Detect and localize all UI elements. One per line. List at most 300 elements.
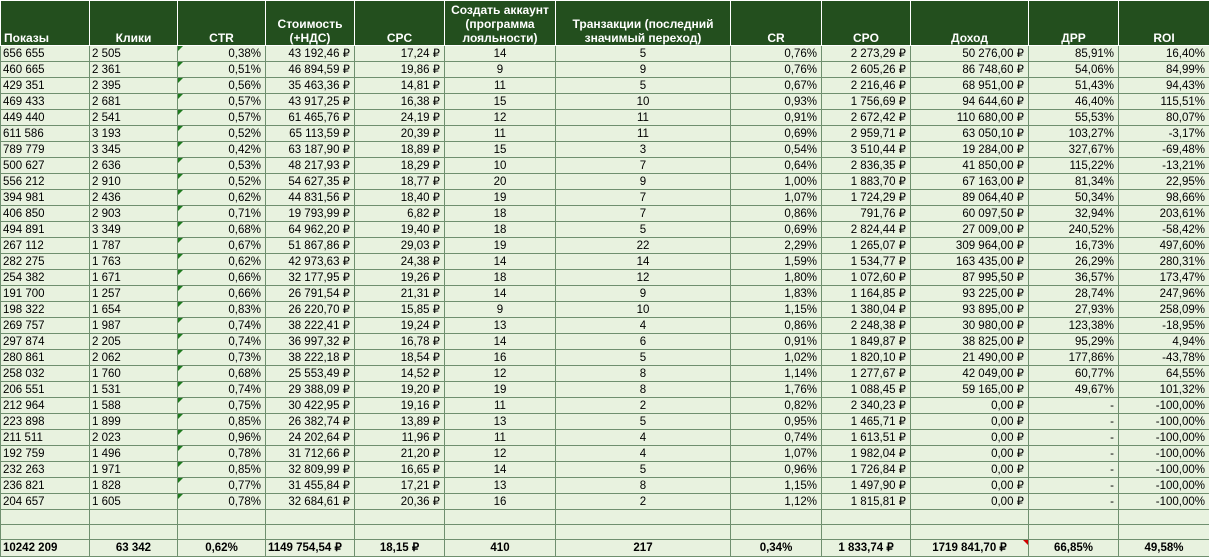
cell-cpc[interactable]: 18,29 ₽: [355, 158, 445, 174]
cell-ctr[interactable]: 0,67%: [178, 238, 266, 254]
cell-ctr[interactable]: 0,68%: [178, 366, 266, 382]
cell-cost[interactable]: 43 917,25 ₽: [266, 94, 355, 110]
cell-cpc[interactable]: 24,19 ₽: [355, 110, 445, 126]
cell-revenue[interactable]: 50 276,00 ₽: [911, 46, 1029, 62]
table-cell[interactable]: [266, 525, 355, 540]
cell-cost[interactable]: 19 793,99 ₽: [266, 206, 355, 222]
cell-roi[interactable]: 247,96%: [1119, 286, 1209, 302]
cell-cr[interactable]: 1,07%: [731, 446, 822, 462]
cell-cr[interactable]: 0,69%: [731, 222, 822, 238]
cell-create-account[interactable]: 15: [445, 94, 556, 110]
cell-cr[interactable]: 0,93%: [731, 94, 822, 110]
cell-cr[interactable]: 1,15%: [731, 302, 822, 318]
cell-cr[interactable]: 0,96%: [731, 462, 822, 478]
cell-drr[interactable]: 36,57%: [1029, 270, 1119, 286]
cell-revenue[interactable]: 93 225,00 ₽: [911, 286, 1029, 302]
cell-cpc[interactable]: 13,89 ₽: [355, 414, 445, 430]
cell-transactions[interactable]: 4: [556, 430, 731, 446]
cell-clicks[interactable]: 3 193: [90, 126, 178, 142]
cell-cr[interactable]: 1,07%: [731, 190, 822, 206]
cell-cpc[interactable]: 11,96 ₽: [355, 430, 445, 446]
cell-drr[interactable]: 28,74%: [1029, 286, 1119, 302]
cell-revenue[interactable]: 0,00 ₽: [911, 446, 1029, 462]
cell-drr[interactable]: 327,67%: [1029, 142, 1119, 158]
cell-cr[interactable]: 1,80%: [731, 270, 822, 286]
cell-create-account[interactable]: 11: [445, 398, 556, 414]
cell-drr[interactable]: -: [1029, 446, 1119, 462]
col-header-drr[interactable]: ДРР: [1029, 1, 1119, 46]
table-cell[interactable]: [556, 525, 731, 540]
cell-cpc[interactable]: 18,54 ₽: [355, 350, 445, 366]
cell-transactions[interactable]: 5: [556, 78, 731, 94]
cell-create-account[interactable]: 19: [445, 382, 556, 398]
cell-cr[interactable]: 0,91%: [731, 334, 822, 350]
total-cr[interactable]: 0,34%: [731, 540, 822, 557]
cell-drr[interactable]: 32,94%: [1029, 206, 1119, 222]
cell-create-account[interactable]: 13: [445, 318, 556, 334]
cell-revenue[interactable]: 68 951,00 ₽: [911, 78, 1029, 94]
total-drr[interactable]: 66,85%: [1029, 540, 1119, 557]
cell-cost[interactable]: 44 831,56 ₽: [266, 190, 355, 206]
cell-transactions[interactable]: 8: [556, 478, 731, 494]
cell-cost[interactable]: 46 894,59 ₽: [266, 62, 355, 78]
cell-create-account[interactable]: 14: [445, 46, 556, 62]
cell-cr[interactable]: 0,91%: [731, 110, 822, 126]
cell-impressions[interactable]: 232 263: [1, 462, 90, 478]
cell-cpc[interactable]: 17,24 ₽: [355, 46, 445, 62]
cell-cpc[interactable]: 18,40 ₽: [355, 190, 445, 206]
col-header-roi[interactable]: ROI: [1119, 1, 1209, 46]
cell-create-account[interactable]: 13: [445, 414, 556, 430]
cell-ctr[interactable]: 0,62%: [178, 190, 266, 206]
cell-clicks[interactable]: 2 361: [90, 62, 178, 78]
col-header-cpc[interactable]: CPC: [355, 1, 445, 46]
col-header-ctr[interactable]: CTR: [178, 1, 266, 46]
cell-cpc[interactable]: 18,77 ₽: [355, 174, 445, 190]
cell-clicks[interactable]: 1 531: [90, 382, 178, 398]
cell-clicks[interactable]: 1 588: [90, 398, 178, 414]
cell-revenue[interactable]: 94 644,60 ₽: [911, 94, 1029, 110]
cell-transactions[interactable]: 5: [556, 350, 731, 366]
cell-roi[interactable]: -13,21%: [1119, 158, 1209, 174]
cell-drr[interactable]: 50,34%: [1029, 190, 1119, 206]
table-cell[interactable]: [90, 510, 178, 525]
cell-cpo[interactable]: 1 849,87 ₽: [822, 334, 911, 350]
cell-cpo[interactable]: 1 726,84 ₽: [822, 462, 911, 478]
cell-roi[interactable]: -100,00%: [1119, 414, 1209, 430]
cell-cr[interactable]: 1,76%: [731, 382, 822, 398]
cell-create-account[interactable]: 11: [445, 430, 556, 446]
cell-clicks[interactable]: 1 671: [90, 270, 178, 286]
cell-cpc[interactable]: 18,89 ₽: [355, 142, 445, 158]
table-cell[interactable]: [178, 510, 266, 525]
cell-roi[interactable]: -18,95%: [1119, 318, 1209, 334]
cell-cost[interactable]: 24 202,64 ₽: [266, 430, 355, 446]
cell-cpo[interactable]: 1 534,77 ₽: [822, 254, 911, 270]
cell-cr[interactable]: 0,95%: [731, 414, 822, 430]
cell-create-account[interactable]: 18: [445, 270, 556, 286]
cell-drr[interactable]: 95,29%: [1029, 334, 1119, 350]
cell-revenue[interactable]: 60 097,50 ₽: [911, 206, 1029, 222]
cell-drr[interactable]: -: [1029, 414, 1119, 430]
cell-cost[interactable]: 30 422,95 ₽: [266, 398, 355, 414]
table-cell[interactable]: [1119, 525, 1209, 540]
cell-cost[interactable]: 48 217,93 ₽: [266, 158, 355, 174]
cell-roi[interactable]: -100,00%: [1119, 478, 1209, 494]
cell-drr[interactable]: 27,93%: [1029, 302, 1119, 318]
cell-cpo[interactable]: 1 072,60 ₽: [822, 270, 911, 286]
cell-roi[interactable]: 101,32%: [1119, 382, 1209, 398]
cell-cost[interactable]: 32 684,61 ₽: [266, 494, 355, 510]
cell-cpo[interactable]: 1 088,45 ₽: [822, 382, 911, 398]
table-cell[interactable]: [556, 510, 731, 525]
cell-cpo[interactable]: 791,76 ₽: [822, 206, 911, 222]
cell-cr[interactable]: 0,76%: [731, 46, 822, 62]
cell-revenue[interactable]: 110 680,00 ₽: [911, 110, 1029, 126]
cell-cr[interactable]: 1,02%: [731, 350, 822, 366]
cell-impressions[interactable]: 269 757: [1, 318, 90, 334]
cell-clicks[interactable]: 1 787: [90, 238, 178, 254]
cell-ctr[interactable]: 0,57%: [178, 110, 266, 126]
cell-roi[interactable]: -100,00%: [1119, 494, 1209, 510]
cell-transactions[interactable]: 22: [556, 238, 731, 254]
cell-cr[interactable]: 0,86%: [731, 318, 822, 334]
cell-cpc[interactable]: 19,24 ₽: [355, 318, 445, 334]
cell-transactions[interactable]: 8: [556, 382, 731, 398]
cell-impressions[interactable]: 223 898: [1, 414, 90, 430]
cell-impressions[interactable]: 212 964: [1, 398, 90, 414]
cell-drr[interactable]: 85,91%: [1029, 46, 1119, 62]
cell-drr[interactable]: 60,77%: [1029, 366, 1119, 382]
cell-create-account[interactable]: 13: [445, 478, 556, 494]
cell-impressions[interactable]: 204 657: [1, 494, 90, 510]
cell-cost[interactable]: 26 791,54 ₽: [266, 286, 355, 302]
cell-revenue[interactable]: 38 825,00 ₽: [911, 334, 1029, 350]
cell-transactions[interactable]: 4: [556, 318, 731, 334]
cell-cost[interactable]: 26 220,70 ₽: [266, 302, 355, 318]
cell-cpc[interactable]: 20,39 ₽: [355, 126, 445, 142]
cell-ctr[interactable]: 0,66%: [178, 270, 266, 286]
cell-cpo[interactable]: 2 216,46 ₽: [822, 78, 911, 94]
cell-create-account[interactable]: 19: [445, 190, 556, 206]
cell-clicks[interactable]: 1 763: [90, 254, 178, 270]
cell-drr[interactable]: 240,52%: [1029, 222, 1119, 238]
cell-cpo[interactable]: 1 613,51 ₽: [822, 430, 911, 446]
cell-cost[interactable]: 32 177,95 ₽: [266, 270, 355, 286]
cell-ctr[interactable]: 0,38%: [178, 46, 266, 62]
cell-roi[interactable]: 280,31%: [1119, 254, 1209, 270]
col-header-cost[interactable]: Стоимость (+НДС): [266, 1, 355, 46]
cell-cpc[interactable]: 17,21 ₽: [355, 478, 445, 494]
cell-cost[interactable]: 38 222,41 ₽: [266, 318, 355, 334]
table-cell[interactable]: [911, 525, 1029, 540]
cell-ctr[interactable]: 0,78%: [178, 494, 266, 510]
cell-ctr[interactable]: 0,74%: [178, 318, 266, 334]
cell-ctr[interactable]: 0,52%: [178, 126, 266, 142]
cell-impressions[interactable]: 211 511: [1, 430, 90, 446]
col-header-transactions[interactable]: Транзакции (последний значимый переход): [556, 1, 731, 46]
cell-ctr[interactable]: 0,85%: [178, 414, 266, 430]
cell-clicks[interactable]: 1 496: [90, 446, 178, 462]
cell-ctr[interactable]: 0,75%: [178, 398, 266, 414]
cell-impressions[interactable]: 236 821: [1, 478, 90, 494]
cell-clicks[interactable]: 2 681: [90, 94, 178, 110]
table-cell[interactable]: [1029, 525, 1119, 540]
cell-cr[interactable]: 1,00%: [731, 174, 822, 190]
table-cell[interactable]: [1, 510, 90, 525]
cell-transactions[interactable]: 8: [556, 366, 731, 382]
cell-clicks[interactable]: 1 899: [90, 414, 178, 430]
cell-revenue[interactable]: 0,00 ₽: [911, 494, 1029, 510]
table-cell[interactable]: [90, 525, 178, 540]
cell-impressions[interactable]: 611 586: [1, 126, 90, 142]
cell-revenue[interactable]: 21 490,00 ₽: [911, 350, 1029, 366]
cell-impressions[interactable]: 406 850: [1, 206, 90, 222]
cell-cost[interactable]: 25 553,49 ₽: [266, 366, 355, 382]
cell-cost[interactable]: 65 113,59 ₽: [266, 126, 355, 142]
cell-revenue[interactable]: 0,00 ₽: [911, 462, 1029, 478]
cell-cost[interactable]: 26 382,74 ₽: [266, 414, 355, 430]
cell-impressions[interactable]: 460 665: [1, 62, 90, 78]
cell-transactions[interactable]: 5: [556, 414, 731, 430]
cell-revenue[interactable]: 87 995,50 ₽: [911, 270, 1029, 286]
cell-ctr[interactable]: 0,53%: [178, 158, 266, 174]
col-header-clicks[interactable]: Клики: [90, 1, 178, 46]
cell-transactions[interactable]: 10: [556, 302, 731, 318]
total-transactions[interactable]: 217: [556, 540, 731, 557]
cell-clicks[interactable]: 2 910: [90, 174, 178, 190]
cell-revenue[interactable]: 0,00 ₽: [911, 414, 1029, 430]
cell-create-account[interactable]: 12: [445, 366, 556, 382]
cell-ctr[interactable]: 0,68%: [178, 222, 266, 238]
cell-cost[interactable]: 63 187,90 ₽: [266, 142, 355, 158]
cell-ctr[interactable]: 0,74%: [178, 334, 266, 350]
cell-cpc[interactable]: 16,38 ₽: [355, 94, 445, 110]
cell-transactions[interactable]: 4: [556, 446, 731, 462]
cell-cpc[interactable]: 14,52 ₽: [355, 366, 445, 382]
cell-impressions[interactable]: 556 212: [1, 174, 90, 190]
table-cell[interactable]: [1, 525, 90, 540]
cell-cpc[interactable]: 19,16 ₽: [355, 398, 445, 414]
cell-create-account[interactable]: 15: [445, 142, 556, 158]
cell-roi[interactable]: -3,17%: [1119, 126, 1209, 142]
cell-revenue[interactable]: 59 165,00 ₽: [911, 382, 1029, 398]
cell-cr[interactable]: 0,69%: [731, 126, 822, 142]
cell-revenue[interactable]: 67 163,00 ₽: [911, 174, 1029, 190]
total-ctr[interactable]: 0,62%: [178, 540, 266, 557]
cell-roi[interactable]: -69,48%: [1119, 142, 1209, 158]
cell-impressions[interactable]: 280 861: [1, 350, 90, 366]
cell-clicks[interactable]: 1 257: [90, 286, 178, 302]
cell-impressions[interactable]: 469 433: [1, 94, 90, 110]
cell-ctr[interactable]: 0,71%: [178, 206, 266, 222]
cell-revenue[interactable]: 309 964,00 ₽: [911, 238, 1029, 254]
cell-ctr[interactable]: 0,57%: [178, 94, 266, 110]
cell-clicks[interactable]: 2 023: [90, 430, 178, 446]
col-header-cr[interactable]: CR: [731, 1, 822, 46]
cell-clicks[interactable]: 2 062: [90, 350, 178, 366]
cell-cpo[interactable]: 2 605,26 ₽: [822, 62, 911, 78]
cell-impressions[interactable]: 191 700: [1, 286, 90, 302]
cell-revenue[interactable]: 93 895,00 ₽: [911, 302, 1029, 318]
cell-drr[interactable]: 81,34%: [1029, 174, 1119, 190]
cell-impressions[interactable]: 282 275: [1, 254, 90, 270]
cell-impressions[interactable]: 198 322: [1, 302, 90, 318]
cell-impressions[interactable]: 267 112: [1, 238, 90, 254]
cell-cpc[interactable]: 19,26 ₽: [355, 270, 445, 286]
cell-cpo[interactable]: 1 982,04 ₽: [822, 446, 911, 462]
table-cell[interactable]: [355, 525, 445, 540]
cell-revenue[interactable]: 86 748,60 ₽: [911, 62, 1029, 78]
table-cell[interactable]: [178, 525, 266, 540]
cell-transactions[interactable]: 9: [556, 62, 731, 78]
cell-cost[interactable]: 36 997,32 ₽: [266, 334, 355, 350]
cell-transactions[interactable]: 9: [556, 286, 731, 302]
cell-drr[interactable]: 103,27%: [1029, 126, 1119, 142]
cell-revenue[interactable]: 41 850,00 ₽: [911, 158, 1029, 174]
cell-cost[interactable]: 64 962,20 ₽: [266, 222, 355, 238]
cell-drr[interactable]: 26,29%: [1029, 254, 1119, 270]
cell-impressions[interactable]: 429 351: [1, 78, 90, 94]
cell-revenue[interactable]: 163 435,00 ₽: [911, 254, 1029, 270]
cell-cr[interactable]: 2,29%: [731, 238, 822, 254]
cell-clicks[interactable]: 1 654: [90, 302, 178, 318]
cell-clicks[interactable]: 3 345: [90, 142, 178, 158]
cell-cost[interactable]: 61 465,76 ₽: [266, 110, 355, 126]
cell-cost[interactable]: 29 388,09 ₽: [266, 382, 355, 398]
cell-roi[interactable]: 98,66%: [1119, 190, 1209, 206]
cell-drr[interactable]: -: [1029, 462, 1119, 478]
cell-impressions[interactable]: 206 551: [1, 382, 90, 398]
cell-ctr[interactable]: 0,78%: [178, 446, 266, 462]
cell-drr[interactable]: 16,73%: [1029, 238, 1119, 254]
cell-ctr[interactable]: 0,51%: [178, 62, 266, 78]
cell-ctr[interactable]: 0,62%: [178, 254, 266, 270]
cell-ctr[interactable]: 0,66%: [178, 286, 266, 302]
cell-roi[interactable]: 22,95%: [1119, 174, 1209, 190]
cell-create-account[interactable]: 14: [445, 462, 556, 478]
total-cpo[interactable]: 1 833,74 ₽: [822, 540, 911, 557]
cell-cr[interactable]: 1,15%: [731, 478, 822, 494]
col-header-impressions[interactable]: Показы: [1, 1, 90, 46]
cell-clicks[interactable]: 2 205: [90, 334, 178, 350]
cell-ctr[interactable]: 0,74%: [178, 382, 266, 398]
cell-transactions[interactable]: 14: [556, 254, 731, 270]
total-roi[interactable]: 49,58%: [1119, 540, 1209, 557]
cell-revenue[interactable]: 30 980,00 ₽: [911, 318, 1029, 334]
table-cell[interactable]: [911, 510, 1029, 525]
cell-cr[interactable]: 1,83%: [731, 286, 822, 302]
cell-cr[interactable]: 0,54%: [731, 142, 822, 158]
cell-cost[interactable]: 38 222,18 ₽: [266, 350, 355, 366]
cell-transactions[interactable]: 2: [556, 398, 731, 414]
cell-cost[interactable]: 42 973,63 ₽: [266, 254, 355, 270]
cell-create-account[interactable]: 9: [445, 62, 556, 78]
cell-cpo[interactable]: 1 265,07 ₽: [822, 238, 911, 254]
cell-clicks[interactable]: 1 760: [90, 366, 178, 382]
cell-cpo[interactable]: 1 815,81 ₽: [822, 494, 911, 510]
cell-revenue[interactable]: 27 009,00 ₽: [911, 222, 1029, 238]
cell-drr[interactable]: 123,38%: [1029, 318, 1119, 334]
cell-drr[interactable]: -: [1029, 430, 1119, 446]
cell-revenue[interactable]: 89 064,40 ₽: [911, 190, 1029, 206]
cell-transactions[interactable]: 6: [556, 334, 731, 350]
cell-clicks[interactable]: 2 541: [90, 110, 178, 126]
cell-cpo[interactable]: 2 248,38 ₽: [822, 318, 911, 334]
cell-roi[interactable]: 203,61%: [1119, 206, 1209, 222]
cell-cpo[interactable]: 2 824,44 ₽: [822, 222, 911, 238]
cell-roi[interactable]: -100,00%: [1119, 398, 1209, 414]
cell-ctr[interactable]: 0,96%: [178, 430, 266, 446]
cell-drr[interactable]: -: [1029, 398, 1119, 414]
cell-create-account[interactable]: 9: [445, 302, 556, 318]
cell-cr[interactable]: 0,64%: [731, 158, 822, 174]
cell-clicks[interactable]: 2 395: [90, 78, 178, 94]
cell-roi[interactable]: 16,40%: [1119, 46, 1209, 62]
total-revenue[interactable]: 1719 841,70 ₽: [911, 540, 1029, 557]
cell-impressions[interactable]: 789 779: [1, 142, 90, 158]
cell-ctr[interactable]: 0,85%: [178, 462, 266, 478]
table-cell[interactable]: [731, 525, 822, 540]
cell-cpc[interactable]: 21,20 ₽: [355, 446, 445, 462]
cell-cpo[interactable]: 2 672,42 ₽: [822, 110, 911, 126]
cell-cpo[interactable]: 1 756,69 ₽: [822, 94, 911, 110]
cell-cpo[interactable]: 2 836,35 ₽: [822, 158, 911, 174]
cell-create-account[interactable]: 12: [445, 446, 556, 462]
cell-cost[interactable]: 43 192,46 ₽: [266, 46, 355, 62]
cell-cpc[interactable]: 16,65 ₽: [355, 462, 445, 478]
cell-cpo[interactable]: 1 277,67 ₽: [822, 366, 911, 382]
cell-create-account[interactable]: 18: [445, 222, 556, 238]
cell-drr[interactable]: -: [1029, 478, 1119, 494]
col-header-cpo[interactable]: CPO: [822, 1, 911, 46]
cell-transactions[interactable]: 9: [556, 174, 731, 190]
table-cell[interactable]: [1029, 510, 1119, 525]
table-cell[interactable]: [445, 525, 556, 540]
cell-cost[interactable]: 31 712,66 ₽: [266, 446, 355, 462]
cell-ctr[interactable]: 0,52%: [178, 174, 266, 190]
cell-cpo[interactable]: 1 883,70 ₽: [822, 174, 911, 190]
cell-drr[interactable]: 177,86%: [1029, 350, 1119, 366]
cell-cr[interactable]: 1,12%: [731, 494, 822, 510]
cell-cr[interactable]: 0,82%: [731, 398, 822, 414]
cell-cost[interactable]: 35 463,36 ₽: [266, 78, 355, 94]
cell-cr[interactable]: 0,76%: [731, 62, 822, 78]
cell-roi[interactable]: 497,60%: [1119, 238, 1209, 254]
cell-cpo[interactable]: 2 959,71 ₽: [822, 126, 911, 142]
cell-revenue[interactable]: 0,00 ₽: [911, 398, 1029, 414]
cell-cr[interactable]: 0,74%: [731, 430, 822, 446]
cell-revenue[interactable]: 19 284,00 ₽: [911, 142, 1029, 158]
cell-transactions[interactable]: 7: [556, 206, 731, 222]
cell-roi[interactable]: -100,00%: [1119, 430, 1209, 446]
table-cell[interactable]: [355, 510, 445, 525]
cell-cpo[interactable]: 3 510,44 ₽: [822, 142, 911, 158]
cell-create-account[interactable]: 14: [445, 254, 556, 270]
cell-roi[interactable]: 258,09%: [1119, 302, 1209, 318]
cell-revenue[interactable]: 0,00 ₽: [911, 430, 1029, 446]
total-create-account[interactable]: 410: [445, 540, 556, 557]
cell-clicks[interactable]: 1 971: [90, 462, 178, 478]
cell-create-account[interactable]: 16: [445, 350, 556, 366]
table-cell[interactable]: [822, 525, 911, 540]
cell-transactions[interactable]: 11: [556, 110, 731, 126]
cell-cpo[interactable]: 1 465,71 ₽: [822, 414, 911, 430]
cell-ctr[interactable]: 0,56%: [178, 78, 266, 94]
cell-cpo[interactable]: 1 820,10 ₽: [822, 350, 911, 366]
cell-drr[interactable]: 46,40%: [1029, 94, 1119, 110]
cell-transactions[interactable]: 5: [556, 46, 731, 62]
